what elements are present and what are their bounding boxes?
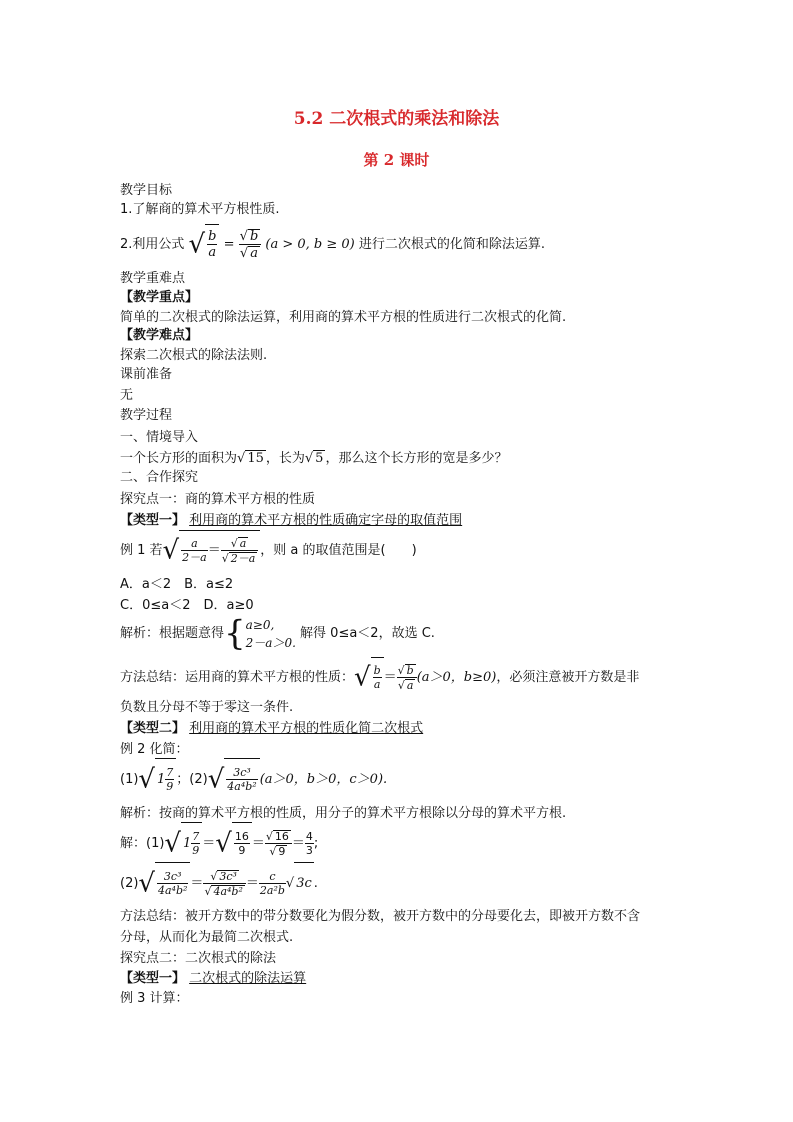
example-2-items: (1)√ 1 $\frac{7}{9}$ ；(2)√ $\frac{\text{3c³}}{\text{4a⁴b²}}$ (a＞0，b＞0，c＞0). — [120, 758, 387, 800]
page-title: 5.2 二次根式的乘法和除法 — [293, 109, 500, 129]
heading-key-difficult: 教学重难点 — [120, 271, 186, 286]
example-1: 例 1 若√ $\frac{a}{2-a}$ ＝ $\frac{√ a}{√ 2-a}$ ，则 a 的取值范围是( ) — [120, 530, 417, 570]
prep-text: 无 — [120, 388, 134, 403]
key-label: 【教学重点】 — [120, 290, 199, 305]
section-1: 一、情境导入 — [120, 430, 199, 445]
page-subtitle: 第 2 课时 — [363, 151, 430, 169]
summary-1-line2: 负数且分母不等于零这一条件. — [120, 700, 294, 715]
summary-2-line1: 方法总结：被开方数中的带分数要化为假分数，被开方数中的分母要化去，即被开方数不含 — [120, 909, 641, 924]
heading-process: 教学过程 — [120, 408, 173, 423]
formula-radicand: $\frac{b}{a}$ — [205, 224, 219, 265]
heading-goals: 教学目标 — [120, 183, 173, 198]
goal-2: 2.利用公式 √ $\frac{b}{a}$ = $\frac{√ b}{√ a}$ (a > 0, b ≥ 0) 进行二次根式的化简和除法运算. — [120, 224, 545, 264]
type-1: 【类型一】 利用商的算术平方根的性质确定字母的取值范围 — [120, 513, 463, 528]
point-1: 探究点一：商的算术平方根的性质 — [120, 492, 316, 507]
intro-question: 一个长方形的面积为√ 15 ，长为√ 5 ，那么这个长方形的宽是多少？ — [120, 451, 508, 466]
options-cd: C．0≤a＜2 D．a≥0 — [120, 598, 254, 613]
solution-1: 解：(1)√ 1 $\frac{7}{9}$ ＝√ $\frac{16}{9}$ ＝ $\frac{√ 16}{√ 9}$ ＝ $\frac{4}{3}$ ; — [120, 822, 318, 864]
analysis-2: 解析：按商的算术平方根的性质，用分子的算术平方根除以分母的算术平方根. — [120, 806, 567, 821]
point-2: 探究点二：二次根式的除法 — [120, 951, 277, 966]
type-2: 【类型二】 利用商的算术平方根的性质化简二次根式 — [120, 721, 424, 736]
heading-prep: 课前准备 — [120, 367, 173, 382]
options-ab: A．a＜2 B．a≤2 — [120, 577, 234, 592]
summary-1: 方法总结：运用商的算术平方根的性质：√ $\frac{b}{a}$ ＝ $\frac{√ b}{√ a}$ (a＞0，b≥0)，必须注意被开方数是非 — [120, 657, 639, 697]
formula-rhs: $\frac{√ b}{√ a}$ — [239, 229, 262, 260]
goal-1: 1.了解商的算术平方根性质. — [120, 202, 280, 217]
difficult-label: 【教学难点】 — [120, 328, 199, 343]
formula-sqrt-sign: √ — [188, 229, 206, 260]
summary-2-line2: 分母，从而化为最简二次根式. — [120, 930, 294, 945]
type-3: 【类型一】 二次根式的除法运算 — [120, 971, 307, 986]
solution-2: (2)√ $\frac{\text{3c³}}{\text{4a⁴b²}}$ ＝ $\frac{\text{√ 3c³}}{\text{√ 4a⁴b²}}$ ＝ $\frac{c}{\text{2a²b}}$ √ 3c . — [120, 862, 318, 904]
difficult-text: 探索二次根式的除法法则. — [120, 348, 268, 363]
example-2: 例 2 化简： — [120, 742, 189, 757]
key-text: 简单的二次根式的除法运算，利用商的算术平方根的性质进行二次根式的化简. — [120, 310, 567, 325]
analysis-1: 解析：根据题意得{a≥0, 2－a＞0. 解得 0≤a＜2，故选 C. — [120, 613, 435, 654]
section-2: 二、合作探究 — [120, 470, 199, 485]
example-3: 例 3 计算： — [120, 991, 189, 1006]
